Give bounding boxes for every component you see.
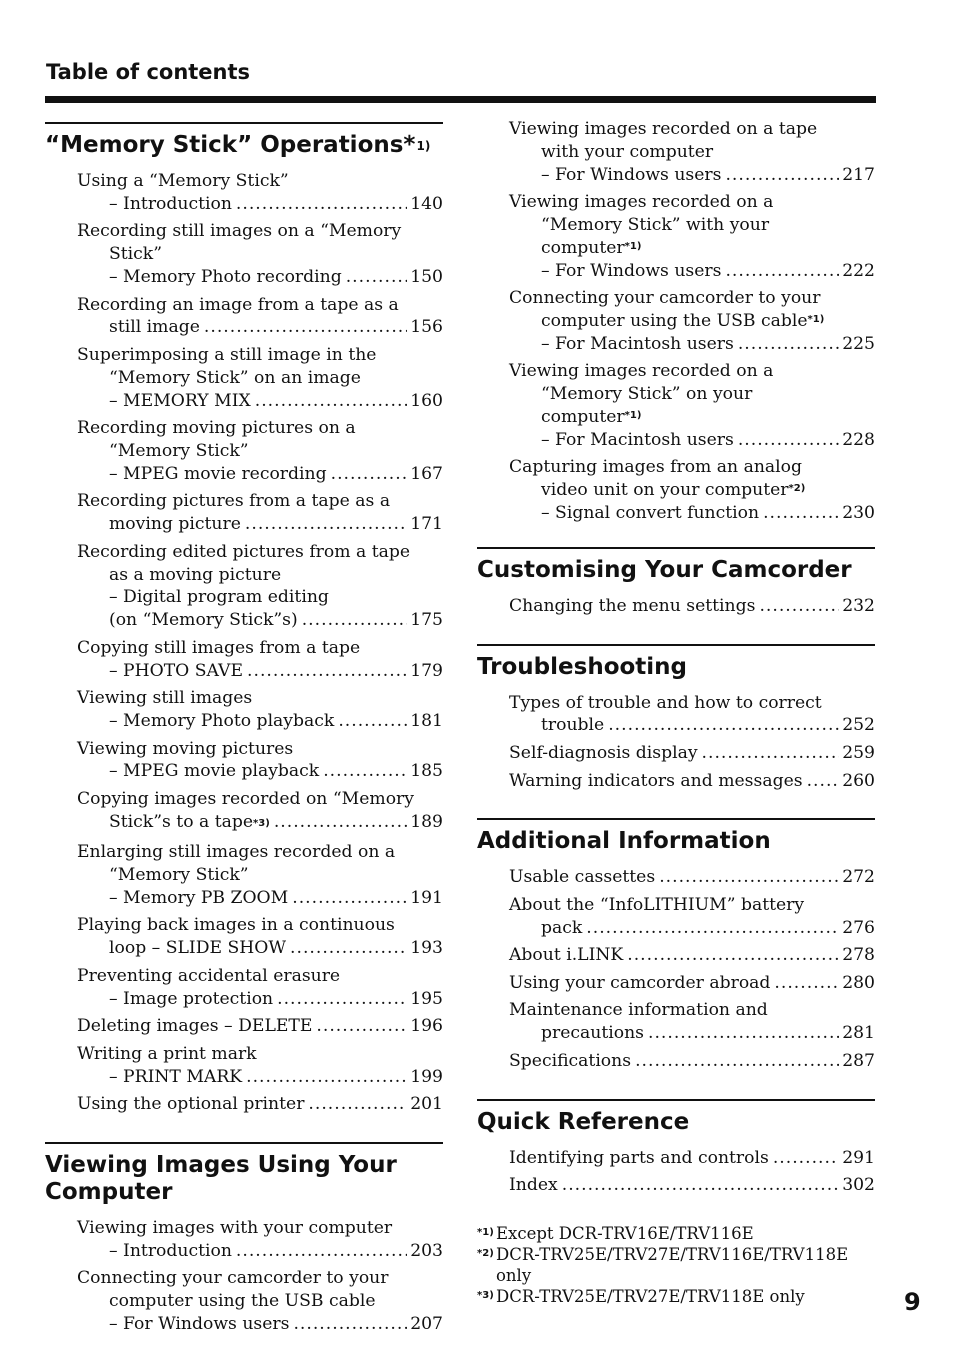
dot-leader	[308, 1093, 407, 1116]
entry-final-line	[77, 266, 443, 289]
page-ref[interactable]: 230	[842, 502, 875, 523]
entry-title: Warning indicators and messages	[509, 770, 803, 791]
entry-final-line	[77, 463, 443, 486]
entry-final-line	[509, 502, 875, 525]
page-ref[interactable]: 252	[842, 715, 875, 736]
footnote	[477, 1244, 875, 1286]
entry-line: Writing a print mark	[77, 1043, 257, 1064]
left-column	[45, 122, 443, 1362]
entry-title: (on “Memory Stick”s)	[109, 610, 298, 631]
entry-final-line	[77, 1015, 443, 1038]
entry-title: Self-diagnosis display	[509, 742, 698, 763]
toc-entry[interactable]	[509, 1147, 875, 1170]
section-heading	[477, 654, 875, 681]
dot-leader	[292, 887, 407, 910]
toc-entry[interactable]	[77, 220, 443, 288]
page-ref[interactable]: 287	[842, 1050, 875, 1071]
entry-final-line	[509, 1174, 875, 1197]
dot-leader	[247, 660, 407, 683]
page-ref[interactable]: 207	[410, 1314, 443, 1335]
footnote-mark: *3)	[477, 1290, 494, 1302]
page-ref[interactable]: 199	[410, 1066, 443, 1087]
section-heading	[45, 132, 443, 159]
section-rule	[45, 1142, 443, 1144]
entry-line: About the “InfoLITHIUM” battery	[509, 894, 805, 915]
footnotes	[477, 1223, 875, 1307]
page-ref[interactable]: 175	[410, 610, 443, 631]
entry-final-line	[77, 887, 443, 910]
footnote-text	[496, 1244, 848, 1286]
footnote-line: DCR-TRV25E/TRV27E/TRV116E/TRV118E	[496, 1245, 849, 1265]
toc-entry[interactable]	[509, 972, 875, 995]
entry-list	[477, 692, 875, 793]
entry-title: Using the optional printer	[77, 1094, 305, 1115]
toc-entry[interactable]	[509, 692, 875, 738]
page-ref[interactable]: 193	[410, 938, 443, 959]
entry-line: as a moving picture	[109, 564, 282, 585]
section-rule	[477, 818, 875, 820]
entry-final-line	[509, 429, 875, 452]
entry-final-line	[509, 260, 875, 283]
section-heading	[477, 1109, 875, 1136]
entry-line: Copying still images from a tape	[77, 637, 361, 658]
section-rule	[45, 122, 443, 124]
entry-final-line	[77, 760, 443, 783]
dot-leader	[236, 1240, 407, 1263]
toc-section-troubleshooting	[477, 644, 875, 793]
toc-entry[interactable]	[77, 294, 443, 340]
page-ref[interactable]: 196	[410, 1016, 443, 1037]
entry-list	[477, 118, 875, 525]
entry-line: Types of trouble and how to correct	[509, 692, 822, 713]
section-rule	[477, 547, 875, 549]
entry-final-line	[509, 770, 875, 793]
entry-line: Recording an image from a tape as a	[77, 294, 399, 315]
entry-final-line	[509, 1022, 875, 1045]
toc-section-viewing-images-using-your-computer	[45, 1142, 443, 1336]
page-ref[interactable]: 302	[842, 1175, 875, 1196]
entry-title: – Signal convert function	[541, 502, 760, 523]
entry-final-line	[509, 1147, 875, 1170]
page-ref[interactable]: 228	[842, 429, 875, 450]
entry-title: – MPEG movie recording	[109, 463, 327, 484]
entry-final-line	[77, 1066, 443, 1089]
page-ref[interactable]: 260	[842, 770, 875, 791]
entry-title: Identifying parts and controls	[509, 1147, 769, 1168]
entry-title: pack	[541, 917, 583, 938]
toc-entry[interactable]	[77, 1015, 443, 1038]
dot-leader	[763, 502, 839, 525]
section-heading-text: Quick Reference	[477, 1108, 690, 1135]
page-ref[interactable]: 201	[410, 1094, 443, 1115]
title-rule	[45, 96, 876, 103]
dot-leader	[316, 1015, 407, 1038]
entry-final-line	[77, 988, 443, 1011]
entry-line: Capturing images from an analog	[509, 457, 803, 478]
dot-leader	[702, 742, 840, 765]
entry-line: with your computer	[541, 141, 714, 162]
dot-leader	[586, 917, 839, 940]
entry-final-line	[509, 164, 875, 187]
toc-section-continued	[477, 118, 875, 525]
dot-leader	[659, 866, 839, 889]
dot-leader	[738, 333, 839, 356]
dot-leader	[759, 595, 839, 618]
section-heading	[45, 1152, 443, 1206]
page-ref[interactable]: 185	[410, 761, 443, 782]
entry-line: Viewing images recorded on a tape	[509, 119, 818, 139]
entry-final-line	[77, 193, 443, 216]
footnote-line: only	[496, 1266, 532, 1286]
entry-title: – Memory Photo playback	[109, 710, 335, 731]
entry-line: “Memory Stick” on your	[541, 384, 753, 405]
toc-entry[interactable]	[509, 595, 875, 618]
toc-entry[interactable]	[77, 738, 443, 784]
dot-leader	[246, 1066, 407, 1089]
toc-entry[interactable]	[77, 541, 443, 632]
entry-final-line	[77, 609, 443, 632]
entry-title: trouble	[541, 715, 605, 736]
entry-title: – MPEG movie playback	[109, 761, 320, 782]
toc-entry[interactable]	[509, 944, 875, 967]
dot-leader	[293, 1313, 407, 1336]
section-heading	[477, 828, 875, 855]
entry-title: – For Macintosh users	[541, 333, 734, 354]
page-ref[interactable]: 171	[410, 514, 443, 535]
toc-entry[interactable]	[77, 1093, 443, 1116]
dot-leader	[290, 937, 407, 960]
toc-entry[interactable]	[77, 1043, 443, 1089]
dot-leader	[236, 193, 407, 216]
entry-footnote-mark: *1)	[624, 409, 642, 421]
entry-title: Using your camcorder abroad	[509, 972, 771, 993]
toc-entry[interactable]	[77, 344, 443, 412]
page-ref[interactable]: 160	[410, 390, 443, 411]
page-ref[interactable]: 203	[410, 1240, 443, 1261]
toc-entry[interactable]	[77, 1217, 443, 1263]
dot-leader	[627, 944, 839, 967]
toc-entry[interactable]	[77, 687, 443, 733]
toc-entry[interactable]	[77, 417, 443, 485]
toc-entry[interactable]	[509, 456, 875, 524]
dot-leader	[204, 316, 407, 339]
entry-final-line	[509, 972, 875, 995]
entry-line: computer using the USB cable$^{*1)}$	[541, 310, 825, 331]
entry-title: – For Windows users	[541, 164, 722, 185]
entry-title: – Image protection	[109, 988, 274, 1009]
page-ref[interactable]: 189	[410, 811, 443, 832]
entry-line: Viewing moving pictures	[77, 738, 294, 759]
dot-leader	[725, 164, 839, 187]
page-ref[interactable]: 272	[842, 867, 875, 888]
entry-title: still image	[109, 317, 200, 338]
toc-entry[interactable]	[77, 490, 443, 536]
footnote-text	[496, 1223, 754, 1244]
entry-final-line	[77, 660, 443, 683]
entry-line: Viewing still images	[77, 688, 253, 709]
entry-title: Usable cassettes	[509, 867, 656, 888]
page-ref[interactable]: 276	[842, 917, 875, 938]
entry-line: Connecting your camcorder to your	[509, 288, 821, 309]
page-ref[interactable]: 167	[410, 463, 443, 484]
entry-footnote-mark: *2)	[788, 483, 806, 495]
entry-title: – Memory Photo recording	[109, 266, 342, 287]
toc-section-memory-stick-operations	[45, 122, 443, 1116]
toc-section-additional-information	[477, 818, 875, 1072]
dot-leader	[774, 972, 839, 995]
entry-line: Using a “Memory Stick”	[77, 171, 289, 191]
page-ref[interactable]: 140	[410, 193, 443, 214]
dot-leader	[635, 1050, 839, 1073]
page-title: Table of contents	[46, 60, 251, 84]
right-column	[477, 118, 875, 1307]
entry-final-line	[509, 742, 875, 765]
dot-leader	[277, 988, 407, 1011]
entry-final-line	[509, 333, 875, 356]
dot-leader	[255, 390, 407, 413]
dot-leader	[807, 770, 840, 793]
entry-line: “Memory Stick” on an image	[109, 367, 361, 388]
entry-title: – PHOTO SAVE	[109, 660, 244, 681]
section-rule	[477, 644, 875, 646]
dot-leader	[323, 760, 407, 783]
footnote-mark: *2)	[477, 1248, 494, 1260]
dot-leader	[338, 710, 407, 733]
entry-title: Index	[509, 1175, 558, 1196]
toc-entry[interactable]	[77, 1267, 443, 1335]
entry-title: – Introduction	[109, 193, 232, 214]
entry-final-line	[509, 714, 875, 737]
entry-list	[45, 1217, 443, 1336]
entry-final-line	[77, 513, 443, 536]
entry-line: – Digital program editing	[109, 587, 329, 608]
page-ref[interactable]: 156	[410, 317, 443, 338]
page-ref[interactable]: 217	[842, 164, 875, 185]
entry-final-line	[77, 937, 443, 960]
entry-final-line	[509, 944, 875, 967]
section-heading-text: Additional Information	[477, 828, 771, 855]
page-ref[interactable]: 280	[842, 972, 875, 993]
toc-entry[interactable]	[509, 287, 875, 355]
entry-title: – Memory PB ZOOM	[109, 887, 289, 908]
entry-title: – MEMORY MIX	[109, 390, 251, 411]
entry-footnote-mark: *1)	[624, 240, 642, 252]
toc-entry[interactable]	[77, 965, 443, 1011]
entry-final-line	[77, 710, 443, 733]
entry-line: Preventing accidental erasure	[77, 965, 341, 986]
entry-title: loop – SLIDE SHOW	[109, 938, 287, 959]
section-heading	[477, 557, 875, 584]
page-ref[interactable]: 259	[842, 742, 875, 763]
page-ref[interactable]: 281	[842, 1023, 875, 1044]
entry-final-line	[509, 866, 875, 889]
toc-entry[interactable]	[509, 118, 875, 186]
section-heading-text: Troubleshooting	[477, 653, 688, 680]
entry-list	[477, 866, 875, 1072]
entry-line: Playing back images in a continuous	[77, 915, 395, 936]
entry-line: Maintenance information and	[509, 1000, 768, 1021]
entry-final-line	[509, 595, 875, 618]
entry-footnote-mark: *1)	[807, 313, 825, 325]
dot-leader	[346, 266, 407, 289]
entry-line: Superimposing a still image in the	[77, 344, 377, 365]
entry-final-line	[77, 811, 443, 837]
dot-leader	[274, 811, 407, 834]
entry-line: Recording still images on a “Memory	[77, 221, 402, 242]
entry-final-line	[77, 1313, 443, 1336]
entry-final-line	[77, 316, 443, 339]
entry-title: – PRINT MARK	[109, 1066, 243, 1087]
page-ref[interactable]: 222	[842, 260, 875, 281]
entry-line: Viewing images recorded on a	[509, 192, 774, 213]
section-heading-note: 1)	[416, 139, 431, 153]
entry-line: “Memory Stick” with your	[541, 214, 770, 235]
entry-list	[477, 1147, 875, 1197]
entry-title: About i.LINK	[509, 945, 624, 966]
toc-entry[interactable]	[509, 742, 875, 765]
dot-leader	[648, 1022, 839, 1045]
entry-title: Specifications	[509, 1050, 632, 1071]
toc-entry[interactable]	[77, 914, 443, 960]
entry-line: Recording moving pictures on a	[77, 418, 356, 439]
entry-line: “Memory Stick”	[109, 440, 249, 461]
entry-title: Deleting images – DELETE	[77, 1016, 313, 1037]
page-ref[interactable]: 291	[842, 1147, 875, 1168]
entry-line: Stick”	[109, 244, 163, 265]
toc-entry[interactable]	[509, 191, 875, 282]
entry-title: – For Macintosh users	[541, 429, 734, 450]
entry-title: moving picture	[109, 514, 241, 535]
page-ref[interactable]: 191	[410, 887, 443, 908]
entry-title: precautions	[541, 1023, 644, 1044]
entry-line: computer$^{*1)}$	[541, 237, 642, 258]
toc-entry[interactable]	[509, 1174, 875, 1197]
toc-entry[interactable]	[77, 637, 443, 683]
dot-leader	[331, 463, 408, 486]
toc-entry[interactable]	[509, 1050, 875, 1073]
entry-final-line	[509, 917, 875, 940]
page-ref[interactable]: 225	[842, 333, 875, 354]
entry-title: – For Windows users	[109, 1314, 290, 1335]
entry-line: Viewing images with your computer	[77, 1218, 393, 1239]
toc-entry[interactable]	[77, 841, 443, 909]
toc-entry[interactable]	[77, 170, 443, 216]
entry-line: Copying images recorded on “Memory	[77, 788, 414, 809]
section-rule	[477, 1099, 875, 1101]
footnote-mark: *1)	[477, 1227, 494, 1239]
footnote	[477, 1223, 875, 1244]
entry-line: Viewing images recorded on a	[509, 361, 774, 382]
page-ref[interactable]: 179	[410, 660, 443, 681]
page-ref[interactable]: 278	[842, 945, 875, 966]
entry-final-line	[77, 1240, 443, 1263]
footnote-text	[496, 1286, 805, 1307]
entry-line: Connecting your camcorder to your	[77, 1268, 389, 1289]
entry-line: Recording pictures from a tape as a	[77, 491, 391, 512]
entry-title: Stick”s to a tape	[109, 811, 254, 832]
footnote-line: Except DCR-TRV16E/TRV116E	[496, 1224, 754, 1244]
dot-leader	[608, 714, 839, 737]
entry-final-line	[77, 390, 443, 413]
section-heading-text: Customising Your Camcorder	[477, 556, 852, 583]
toc-entry[interactable]	[509, 894, 875, 940]
toc-entry[interactable]	[77, 788, 443, 837]
entry-line: video unit on your computer$^{*2)}$	[541, 480, 806, 501]
entry-line: computer using the USB cable	[109, 1291, 376, 1312]
page-ref[interactable]: 181	[410, 710, 443, 731]
toc-entry[interactable]	[509, 770, 875, 793]
entry-title: – Introduction	[109, 1240, 232, 1261]
toc-section-customising-your-camcorder	[477, 547, 875, 618]
page-ref[interactable]: 195	[410, 988, 443, 1009]
section-heading-text: Viewing Images Using Your Computer	[45, 1152, 397, 1206]
page-number: 9	[904, 1288, 921, 1316]
dot-leader	[725, 260, 839, 283]
entry-final-line	[77, 1093, 443, 1116]
dot-leader	[738, 429, 839, 452]
entry-line: Recording edited pictures from a tape	[77, 541, 411, 562]
entry-title: Changing the menu settings	[509, 595, 756, 616]
entry-line: “Memory Stick”	[109, 865, 249, 886]
page-ref[interactable]: 232	[842, 595, 875, 616]
dot-leader	[245, 513, 407, 536]
entry-line: computer$^{*1)}$	[541, 406, 642, 427]
page-ref[interactable]: 150	[410, 266, 443, 287]
toc-entry[interactable]	[509, 360, 875, 451]
entry-list	[477, 595, 875, 618]
entry-footnote-mark: *3)	[253, 817, 270, 829]
entry-title: – For Windows users	[541, 260, 722, 281]
toc-entry[interactable]	[509, 999, 875, 1045]
entry-list	[45, 170, 443, 1116]
footnote	[477, 1286, 875, 1307]
dot-leader	[562, 1174, 839, 1197]
footnote-line: DCR-TRV25E/TRV27E/TRV118E only	[496, 1287, 805, 1307]
entry-final-line	[509, 1050, 875, 1073]
section-heading-text: “Memory Stick” Operations*	[45, 132, 416, 158]
dot-leader	[302, 609, 407, 632]
toc-entry[interactable]	[509, 866, 875, 889]
entry-line: Enlarging still images recorded on a	[77, 842, 396, 863]
toc-section-quick-reference	[477, 1099, 875, 1197]
dot-leader	[773, 1147, 839, 1170]
